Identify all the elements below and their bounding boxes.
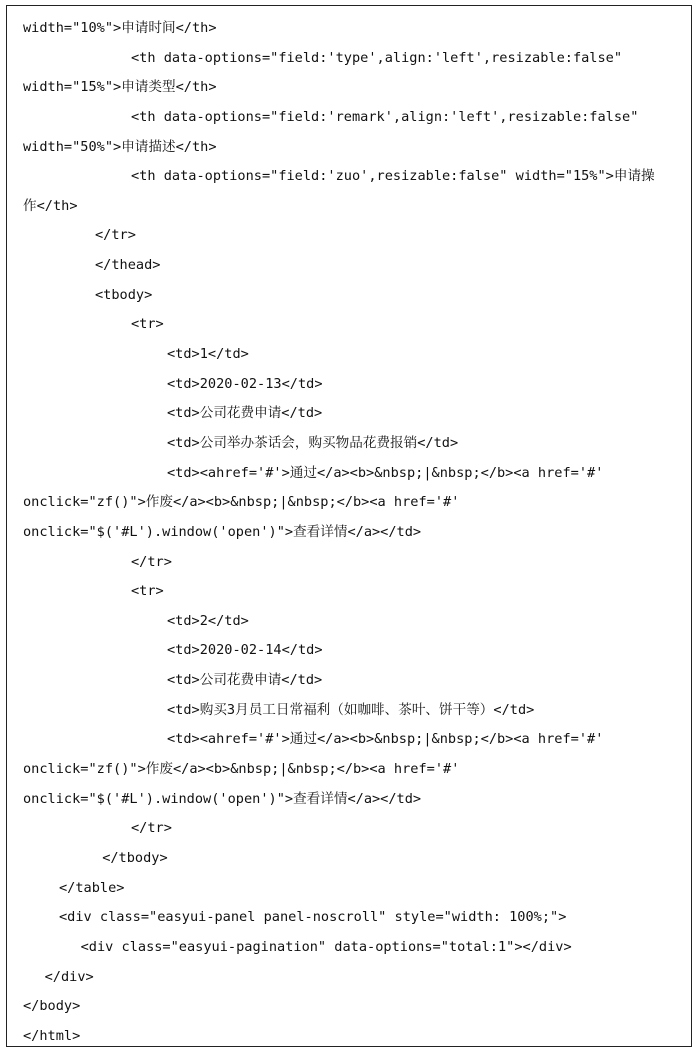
- code-line: </table>: [59, 879, 125, 896]
- code-listing-frame: [6, 5, 692, 1047]
- code-line: <tbody>: [95, 286, 153, 303]
- code-line: <td>2020-02-13</td>: [167, 375, 323, 392]
- code-line: <tr>: [131, 583, 164, 600]
- code-line: <div class="easyui-panel panel-noscroll" style="width: 100%;">: [59, 909, 567, 926]
- code-line: </body>: [23, 998, 81, 1015]
- code-line: </tr>: [95, 227, 136, 244]
- code-line: <tr>: [131, 316, 164, 333]
- code-line: <td>2020-02-14</td>: [167, 642, 323, 659]
- code-line: <th data-options="field:'type',align:'left',resizable:false": [131, 49, 623, 66]
- code-line: <td>2</td>: [167, 612, 249, 629]
- code-line: </html>: [23, 1027, 81, 1044]
- code-line: <th data-options="field:'remark',align:'left',resizable:false": [131, 108, 639, 125]
- code-line: <td><ahref='#'>通过</a><b>&nbsp;|&nbsp;</b><a href='#': [167, 731, 604, 748]
- code-line: <td>购买3月员工日常福利（如咖啡、茶叶、饼干等）</td>: [167, 701, 535, 718]
- code-line: </thead>: [95, 257, 161, 274]
- code-line: <td>公司花费申请</td>: [167, 405, 323, 422]
- code-line: onclick="zf()">作废</a><b>&nbsp;|&nbsp;</b><a href='#': [23, 494, 460, 511]
- code-line: 作</th>: [23, 197, 78, 214]
- code-line: </tbody>: [102, 849, 168, 866]
- code-line: onclick="$('#L').window('open')">查看详情</a></td>: [23, 523, 422, 540]
- code-line: </tr>: [131, 820, 172, 837]
- code-line: <td>1</td>: [167, 346, 249, 363]
- code-line: <td>公司花费申请</td>: [167, 672, 323, 689]
- code-listing: [23, 14, 695, 1051]
- code-line: <th data-options="field:'zuo',resizable:false" width="15%">申请操: [131, 168, 655, 185]
- code-line: onclick="$('#L').window('open')">查看详情</a></td>: [23, 790, 422, 807]
- code-line: <td>公司举办茶话会，购买物品花费报销</td>: [167, 434, 459, 451]
- code-line: <div class="easyui-pagination" data-options="total:1"></div>: [80, 938, 572, 955]
- code-line: </tr>: [131, 553, 172, 570]
- code-line: </div>: [44, 968, 94, 985]
- code-line: width="15%">申请类型</th>: [23, 79, 217, 96]
- code-line: onclick="zf()">作废</a><b>&nbsp;|&nbsp;</b><a href='#': [23, 761, 460, 778]
- code-line: width="50%">申请描述</th>: [23, 138, 217, 155]
- code-line: <td><ahref='#'>通过</a><b>&nbsp;|&nbsp;</b><a href='#': [167, 464, 604, 481]
- code-line: width="10%">申请时间</th>: [23, 20, 217, 36]
